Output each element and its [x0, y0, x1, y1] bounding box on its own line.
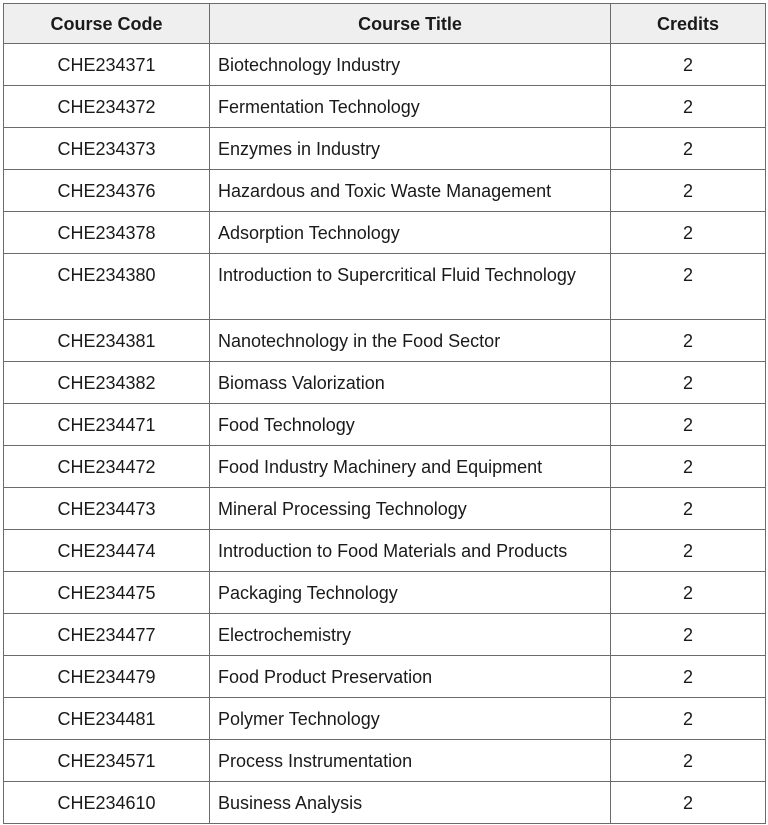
credits-cell: 2 [611, 572, 766, 614]
header-course-title: Course Title [210, 4, 611, 44]
course-title-cell: Introduction to Supercritical Fluid Technology [210, 254, 611, 320]
course-code-cell: CHE234380 [4, 254, 210, 320]
table-row [4, 740, 766, 782]
credits-cell: 2 [611, 86, 766, 128]
course-title-cell: Process Instrumentation [210, 740, 611, 782]
course-code-cell: CHE234481 [4, 698, 210, 740]
course-code-cell: CHE234373 [4, 128, 210, 170]
course-title-cell: Biomass Valorization [210, 362, 611, 404]
credits-cell: 2 [611, 128, 766, 170]
table-row [4, 446, 766, 488]
table-row [4, 530, 766, 572]
table-row [4, 782, 766, 824]
credits-cell: 2 [611, 698, 766, 740]
table-row [4, 698, 766, 740]
course-title-cell: Business Analysis [210, 782, 611, 824]
course-code-cell: CHE234610 [4, 782, 210, 824]
credits-cell: 2 [611, 320, 766, 362]
credits-cell: 2 [611, 446, 766, 488]
course-code-cell: CHE234372 [4, 86, 210, 128]
course-title-cell: Adsorption Technology [210, 212, 611, 254]
course-title-cell: Food Industry Machinery and Equipment [210, 446, 611, 488]
credits-cell: 2 [611, 44, 766, 86]
course-title-cell: Fermentation Technology [210, 86, 611, 128]
course-code-cell: CHE234473 [4, 488, 210, 530]
course-code-cell: CHE234371 [4, 44, 210, 86]
course-code-cell: CHE234475 [4, 572, 210, 614]
credits-cell: 2 [611, 740, 766, 782]
course-code-cell: CHE234376 [4, 170, 210, 212]
course-code-cell: CHE234477 [4, 614, 210, 656]
table-row [4, 86, 766, 128]
course-code-cell: CHE234472 [4, 446, 210, 488]
credits-cell: 2 [611, 530, 766, 572]
table-row [4, 128, 766, 170]
course-table [3, 3, 766, 824]
table-row [4, 212, 766, 254]
table-row [4, 572, 766, 614]
course-code-cell: CHE234471 [4, 404, 210, 446]
header-credits: Credits [611, 4, 766, 44]
table-row [4, 320, 766, 362]
course-code-cell: CHE234382 [4, 362, 210, 404]
header-course-code: Course Code [4, 4, 210, 44]
course-title-cell: Food Product Preservation [210, 656, 611, 698]
course-title-cell: Hazardous and Toxic Waste Management [210, 170, 611, 212]
credits-cell: 2 [611, 782, 766, 824]
table-row [4, 254, 766, 320]
table-row [4, 44, 766, 86]
course-code-cell: CHE234474 [4, 530, 210, 572]
course-code-cell: CHE234378 [4, 212, 210, 254]
table-row [4, 362, 766, 404]
credits-cell: 2 [611, 488, 766, 530]
course-title-cell: Biotechnology Industry [210, 44, 611, 86]
course-title-cell: Food Technology [210, 404, 611, 446]
course-title-cell: Introduction to Food Materials and Products [210, 530, 611, 572]
table-row [4, 656, 766, 698]
credits-cell: 2 [611, 170, 766, 212]
table-row [4, 404, 766, 446]
credits-cell: 2 [611, 362, 766, 404]
credits-cell: 2 [611, 212, 766, 254]
credits-cell: 2 [611, 614, 766, 656]
course-title-cell: Electrochemistry [210, 614, 611, 656]
course-code-cell: CHE234381 [4, 320, 210, 362]
course-title-cell: Enzymes in Industry [210, 128, 611, 170]
course-title-cell: Polymer Technology [210, 698, 611, 740]
table-row [4, 488, 766, 530]
table-header-row [4, 4, 766, 44]
course-title-cell: Packaging Technology [210, 572, 611, 614]
credits-cell: 2 [611, 656, 766, 698]
course-code-cell: CHE234571 [4, 740, 210, 782]
course-title-cell: Mineral Processing Technology [210, 488, 611, 530]
table-row [4, 170, 766, 212]
table-row [4, 614, 766, 656]
course-title-cell: Nanotechnology in the Food Sector [210, 320, 611, 362]
course-code-cell: CHE234479 [4, 656, 210, 698]
credits-cell: 2 [611, 254, 766, 320]
credits-cell: 2 [611, 404, 766, 446]
